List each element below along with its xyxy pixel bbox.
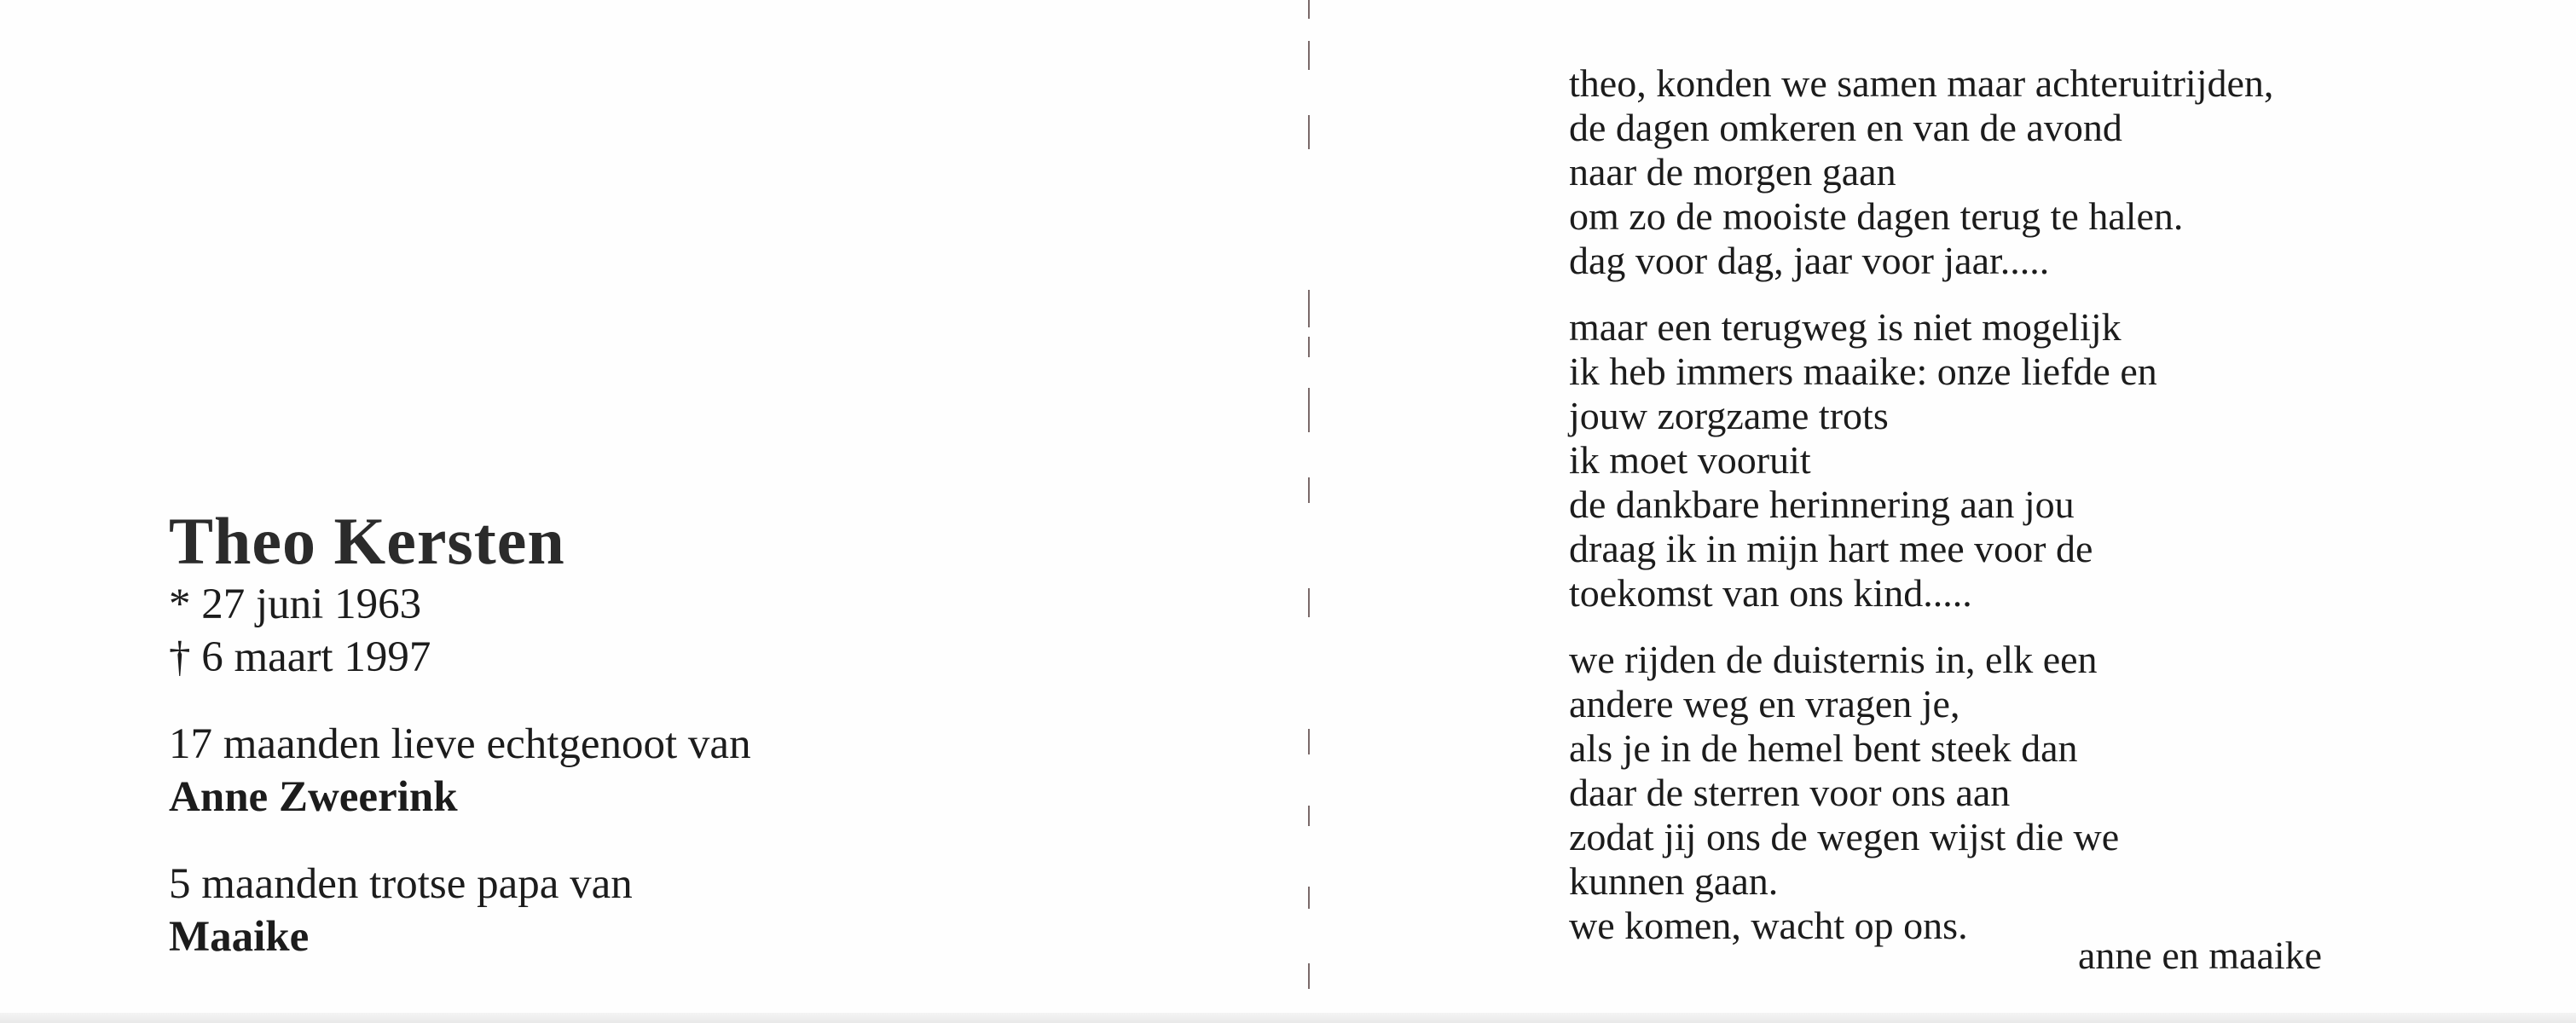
poem-line: dag voor dag, jaar voor jaar.....	[1569, 239, 2050, 282]
poem-line: we rijden de duisternis in, elk een	[1569, 638, 2098, 681]
poem-line: andere weg en vragen je,	[1569, 682, 1960, 725]
poem-line: daar de sterren voor ons aan	[1569, 771, 2011, 814]
poem	[1569, 61, 2422, 970]
poem-line: we komen, wacht op ons.	[1569, 904, 1968, 947]
birth-date: * 27 juni 1963	[169, 581, 422, 628]
poem-line: de dankbare herinnering aan jou	[1569, 483, 2075, 526]
child-intro: 5 maanden trotse papa van	[169, 860, 633, 908]
poem-line: maar een terugweg is niet mogelijk	[1569, 305, 2122, 349]
deceased-info	[169, 505, 1192, 963]
poem-line: om zo de mooiste dagen terug te halen.	[1569, 194, 2184, 238]
poem-signature: anne en maaike	[2078, 933, 2323, 977]
poem-line: theo, konden we samen maar achteruitrijden,	[1569, 61, 2274, 105]
poem-line: de dagen omkeren en van de avond	[1569, 106, 2122, 149]
poem-line: ik moet vooruit	[1569, 438, 1811, 482]
poem-line: zodat jij ons de wegen wijst die we	[1569, 815, 2120, 858]
death-date: † 6 maart 1997	[169, 633, 431, 681]
poem-line: naar de morgen gaan	[1569, 150, 1896, 194]
spouse-intro: 17 maanden lieve echtgenoot van	[169, 720, 751, 768]
spouse-name: Anne Zweerink	[169, 773, 458, 821]
poem-line: als je in de hemel bent steek dan	[1569, 726, 2078, 770]
poem-line: ik heb immers maaike: onze liefde en	[1569, 350, 2157, 393]
poem-stanza-2	[1569, 305, 2422, 616]
child-name: Maaike	[169, 913, 310, 961]
center-fold	[1308, 0, 1310, 1023]
card-bottom-edge	[0, 1013, 2576, 1023]
poem-line: draag ik in mijn hart mee voor de	[1569, 527, 2093, 570]
deceased-name: Theo Kersten	[169, 504, 565, 578]
poem-line: kunnen gaan.	[1569, 859, 1779, 903]
poem-stanza-3	[1569, 638, 2422, 948]
poem-stanza-1	[1569, 61, 2422, 283]
poem-line: jouw zorgzame trots	[1569, 394, 1889, 437]
poem-line: toekomst van ons kind.....	[1569, 571, 1972, 615]
